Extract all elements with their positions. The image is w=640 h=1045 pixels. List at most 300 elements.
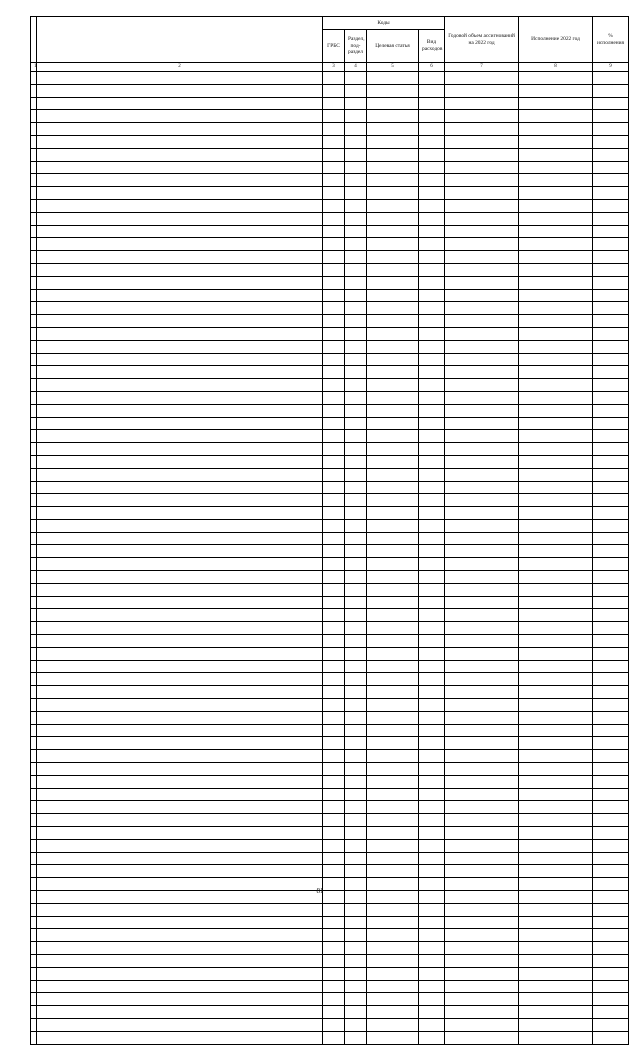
table-cell (519, 929, 593, 942)
table-cell (593, 583, 629, 596)
table-cell (345, 788, 367, 801)
table-cell (345, 903, 367, 916)
table-cell (367, 212, 419, 225)
table-cell (519, 711, 593, 724)
table-cell (445, 302, 519, 315)
table-cell (419, 251, 445, 264)
table-cell (445, 750, 519, 763)
table-cell (419, 404, 445, 417)
table-cell (593, 737, 629, 750)
table-cell (345, 532, 367, 545)
table-cell (593, 417, 629, 430)
table-cell (367, 980, 419, 993)
table-cell (323, 635, 345, 648)
table-cell (323, 135, 345, 148)
table-cell (419, 238, 445, 251)
table-row (31, 494, 629, 507)
table-cell (345, 148, 367, 161)
table-cell (323, 404, 345, 417)
table-cell (419, 507, 445, 520)
header-codes: Коды (323, 17, 445, 30)
table-cell (367, 801, 419, 814)
table-cell (323, 903, 345, 916)
table-cell (419, 72, 445, 85)
table-cell (37, 263, 323, 276)
table-cell (445, 468, 519, 481)
table-cell (345, 507, 367, 520)
table-cell (367, 519, 419, 532)
table-row (31, 967, 629, 980)
table-cell (445, 391, 519, 404)
table-row (31, 187, 629, 200)
table-cell (593, 750, 629, 763)
table-cell (593, 942, 629, 955)
table-cell (345, 583, 367, 596)
table-cell (37, 366, 323, 379)
table-cell (593, 251, 629, 264)
table-cell (519, 545, 593, 558)
table-cell (345, 865, 367, 878)
header-section: Раздел, под-раздел (345, 30, 367, 63)
table-cell (419, 391, 445, 404)
table-cell (345, 353, 367, 366)
table-cell (419, 558, 445, 571)
table-cell (345, 519, 367, 532)
table-cell (323, 302, 345, 315)
table-cell (37, 379, 323, 392)
table-cell (519, 417, 593, 430)
table-cell (445, 827, 519, 840)
table-cell (345, 199, 367, 212)
table-cell (519, 647, 593, 660)
table-header (31, 17, 629, 72)
table-cell (593, 532, 629, 545)
table-cell (593, 711, 629, 724)
table-row (31, 123, 629, 136)
table-cell (419, 711, 445, 724)
page-number: 81 (316, 887, 324, 895)
table-cell (519, 199, 593, 212)
table-cell (419, 443, 445, 456)
table-cell (519, 1018, 593, 1031)
table-cell (445, 583, 519, 596)
table-cell (419, 353, 445, 366)
table-cell (519, 315, 593, 328)
table-cell (419, 635, 445, 648)
table-row (31, 775, 629, 788)
table-cell (419, 622, 445, 635)
table-cell (345, 366, 367, 379)
table-cell (345, 238, 367, 251)
table-cell (37, 340, 323, 353)
table-cell (345, 750, 367, 763)
table-cell (419, 494, 445, 507)
header-grbs: ГРБС (323, 30, 345, 63)
table-cell (367, 635, 419, 648)
table-cell (323, 699, 345, 712)
table-cell (593, 97, 629, 110)
table-cell (37, 852, 323, 865)
table-cell (419, 1031, 445, 1044)
table-row (31, 954, 629, 967)
table-cell (519, 903, 593, 916)
table-cell (37, 161, 323, 174)
table-cell (345, 711, 367, 724)
table-cell (445, 699, 519, 712)
table-cell (593, 468, 629, 481)
table-cell (419, 532, 445, 545)
table-cell (419, 84, 445, 97)
table-cell (593, 622, 629, 635)
table-cell (593, 494, 629, 507)
table-cell (37, 225, 323, 238)
table-cell (367, 954, 419, 967)
table-cell (519, 519, 593, 532)
table-cell (419, 980, 445, 993)
table-row (31, 404, 629, 417)
table-row (31, 865, 629, 878)
table-cell (445, 942, 519, 955)
table-cell (445, 635, 519, 648)
table-cell (593, 839, 629, 852)
table-cell (367, 1031, 419, 1044)
table-cell (345, 1018, 367, 1031)
table-cell (323, 673, 345, 686)
table-cell (593, 148, 629, 161)
table-cell (367, 417, 419, 430)
table-cell (419, 673, 445, 686)
table-cell (419, 135, 445, 148)
table-cell (445, 839, 519, 852)
table-row (31, 1031, 629, 1044)
table-cell (445, 263, 519, 276)
table-cell (519, 750, 593, 763)
table-cell (37, 430, 323, 443)
table-cell (37, 699, 323, 712)
table-cell (419, 110, 445, 123)
table-cell (367, 1006, 419, 1019)
table-cell (519, 827, 593, 840)
table-cell (345, 993, 367, 1006)
table-cell (37, 187, 323, 200)
table-cell (519, 558, 593, 571)
table-cell (593, 302, 629, 315)
table-cell (367, 327, 419, 340)
table-cell (593, 72, 629, 85)
table-row (31, 724, 629, 737)
table-cell (445, 123, 519, 136)
table-cell (593, 507, 629, 520)
table-cell (37, 507, 323, 520)
table-cell (323, 737, 345, 750)
table-cell (323, 622, 345, 635)
table-cell (323, 916, 345, 929)
table-cell (323, 123, 345, 136)
table-cell (519, 353, 593, 366)
table-cell (419, 660, 445, 673)
table-cell (37, 110, 323, 123)
table-cell (37, 97, 323, 110)
table-cell (445, 929, 519, 942)
table-cell (367, 366, 419, 379)
table-row (31, 174, 629, 187)
table-cell (37, 583, 323, 596)
table-cell (519, 468, 593, 481)
table-cell (593, 763, 629, 776)
table-cell (323, 839, 345, 852)
table-cell (345, 839, 367, 852)
header-plan: Годовой объем ассигнований на 2022 год (445, 17, 519, 63)
table-cell (37, 980, 323, 993)
table-cell (345, 596, 367, 609)
table-cell (445, 340, 519, 353)
table-cell (519, 660, 593, 673)
table-cell (323, 430, 345, 443)
table-cell (37, 763, 323, 776)
table-cell (345, 123, 367, 136)
table-cell (367, 942, 419, 955)
table-cell (367, 967, 419, 980)
table-cell (419, 852, 445, 865)
table-cell (593, 161, 629, 174)
table-cell (593, 788, 629, 801)
table-cell (345, 673, 367, 686)
table-cell (419, 289, 445, 302)
table-cell (419, 686, 445, 699)
table-cell (519, 187, 593, 200)
table-cell (445, 980, 519, 993)
table-cell (445, 686, 519, 699)
table-cell (37, 993, 323, 1006)
table-cell (419, 187, 445, 200)
table-row (31, 711, 629, 724)
table-cell (593, 379, 629, 392)
table-cell (593, 315, 629, 328)
table-cell (419, 1018, 445, 1031)
table-cell (419, 327, 445, 340)
table-cell (593, 84, 629, 97)
table-cell (367, 686, 419, 699)
table-cell (593, 123, 629, 136)
table-cell (37, 443, 323, 456)
table-cell (519, 225, 593, 238)
table-cell (593, 724, 629, 737)
table-cell (519, 135, 593, 148)
table-body (31, 72, 629, 1045)
table-cell (367, 481, 419, 494)
table-cell (445, 954, 519, 967)
table-cell (367, 788, 419, 801)
table-cell (419, 839, 445, 852)
table-cell (445, 507, 519, 520)
table-cell (593, 404, 629, 417)
table-cell (345, 468, 367, 481)
table-cell (37, 801, 323, 814)
table-cell (345, 801, 367, 814)
table-cell (367, 494, 419, 507)
header-fact: Исполнение 2022 год (519, 17, 593, 63)
column-number: 2 (37, 63, 323, 72)
table-cell (593, 238, 629, 251)
table-cell (323, 366, 345, 379)
table-cell (37, 1018, 323, 1031)
table-cell (593, 903, 629, 916)
table-cell (37, 468, 323, 481)
table-cell (367, 430, 419, 443)
table-cell (445, 1006, 519, 1019)
table-cell (445, 647, 519, 660)
table-cell (593, 276, 629, 289)
table-cell (345, 276, 367, 289)
table-row (31, 558, 629, 571)
table-cell (37, 1031, 323, 1044)
table-cell (345, 174, 367, 187)
table-row (31, 635, 629, 648)
table-cell (323, 161, 345, 174)
table-row (31, 507, 629, 520)
table-cell (323, 110, 345, 123)
table-cell (519, 455, 593, 468)
table-cell (345, 72, 367, 85)
table-cell (419, 174, 445, 187)
table-cell (345, 302, 367, 315)
column-number: 6 (419, 63, 445, 72)
table-cell (345, 404, 367, 417)
table-cell (445, 545, 519, 558)
table-cell (593, 135, 629, 148)
table-row (31, 238, 629, 251)
table-cell (37, 788, 323, 801)
table-cell (367, 225, 419, 238)
table-cell (37, 622, 323, 635)
table-cell (323, 199, 345, 212)
table-cell (367, 135, 419, 148)
table-cell (419, 123, 445, 136)
table-cell (445, 379, 519, 392)
table-cell (593, 340, 629, 353)
table-cell (345, 929, 367, 942)
table-cell (519, 97, 593, 110)
table-cell (445, 737, 519, 750)
table-cell (445, 532, 519, 545)
table-cell (519, 443, 593, 456)
table-row (31, 763, 629, 776)
table-cell (519, 72, 593, 85)
table-cell (419, 583, 445, 596)
table-cell (419, 775, 445, 788)
table-cell (37, 404, 323, 417)
table-cell (345, 263, 367, 276)
table-cell (323, 865, 345, 878)
table-cell (37, 494, 323, 507)
table-cell (345, 814, 367, 827)
table-cell (37, 1006, 323, 1019)
table-cell (519, 635, 593, 648)
table-cell (323, 827, 345, 840)
table-cell (367, 865, 419, 878)
table-cell (37, 532, 323, 545)
table-cell (37, 967, 323, 980)
table-cell (367, 468, 419, 481)
table-cell (519, 366, 593, 379)
table-cell (323, 647, 345, 660)
table-row (31, 148, 629, 161)
table-cell (519, 775, 593, 788)
table-cell (323, 84, 345, 97)
table-cell (37, 596, 323, 609)
table-cell (519, 763, 593, 776)
table-cell (323, 1031, 345, 1044)
table-row (31, 814, 629, 827)
table-cell (37, 391, 323, 404)
table-cell (519, 686, 593, 699)
table-cell (419, 1006, 445, 1019)
table-cell (367, 839, 419, 852)
table-cell (419, 97, 445, 110)
table-cell (419, 763, 445, 776)
table-cell (323, 788, 345, 801)
table-cell (593, 852, 629, 865)
table-cell (323, 571, 345, 584)
table-cell (445, 993, 519, 1006)
table-cell (37, 251, 323, 264)
table-cell (37, 942, 323, 955)
table-cell (419, 148, 445, 161)
table-cell (345, 161, 367, 174)
table-cell (519, 916, 593, 929)
table-cell (37, 174, 323, 187)
table-cell (519, 993, 593, 1006)
table-cell (419, 302, 445, 315)
table-cell (445, 1018, 519, 1031)
table-cell (445, 187, 519, 200)
table-cell (519, 212, 593, 225)
table-cell (345, 443, 367, 456)
table-cell (519, 622, 593, 635)
table-cell (593, 455, 629, 468)
table-cell (37, 673, 323, 686)
table-cell (37, 481, 323, 494)
table-cell (345, 571, 367, 584)
table-cell (593, 481, 629, 494)
table-cell (593, 212, 629, 225)
table-cell (419, 954, 445, 967)
table-cell (593, 1031, 629, 1044)
table-cell (367, 711, 419, 724)
table-cell (419, 263, 445, 276)
column-number: 9 (593, 63, 629, 72)
table-cell (445, 622, 519, 635)
table-cell (367, 750, 419, 763)
table-cell (593, 596, 629, 609)
table-row (31, 199, 629, 212)
table-cell (419, 724, 445, 737)
table-cell (345, 686, 367, 699)
table-cell (323, 929, 345, 942)
table-cell (519, 942, 593, 955)
table-cell (419, 737, 445, 750)
table-cell (323, 724, 345, 737)
table-cell (593, 660, 629, 673)
table-cell (345, 135, 367, 148)
table-cell (445, 455, 519, 468)
table-cell (445, 775, 519, 788)
header-percent: % исполнения (593, 17, 629, 63)
table-cell (323, 251, 345, 264)
table-cell (37, 72, 323, 85)
table-cell (367, 302, 419, 315)
table-cell (445, 571, 519, 584)
